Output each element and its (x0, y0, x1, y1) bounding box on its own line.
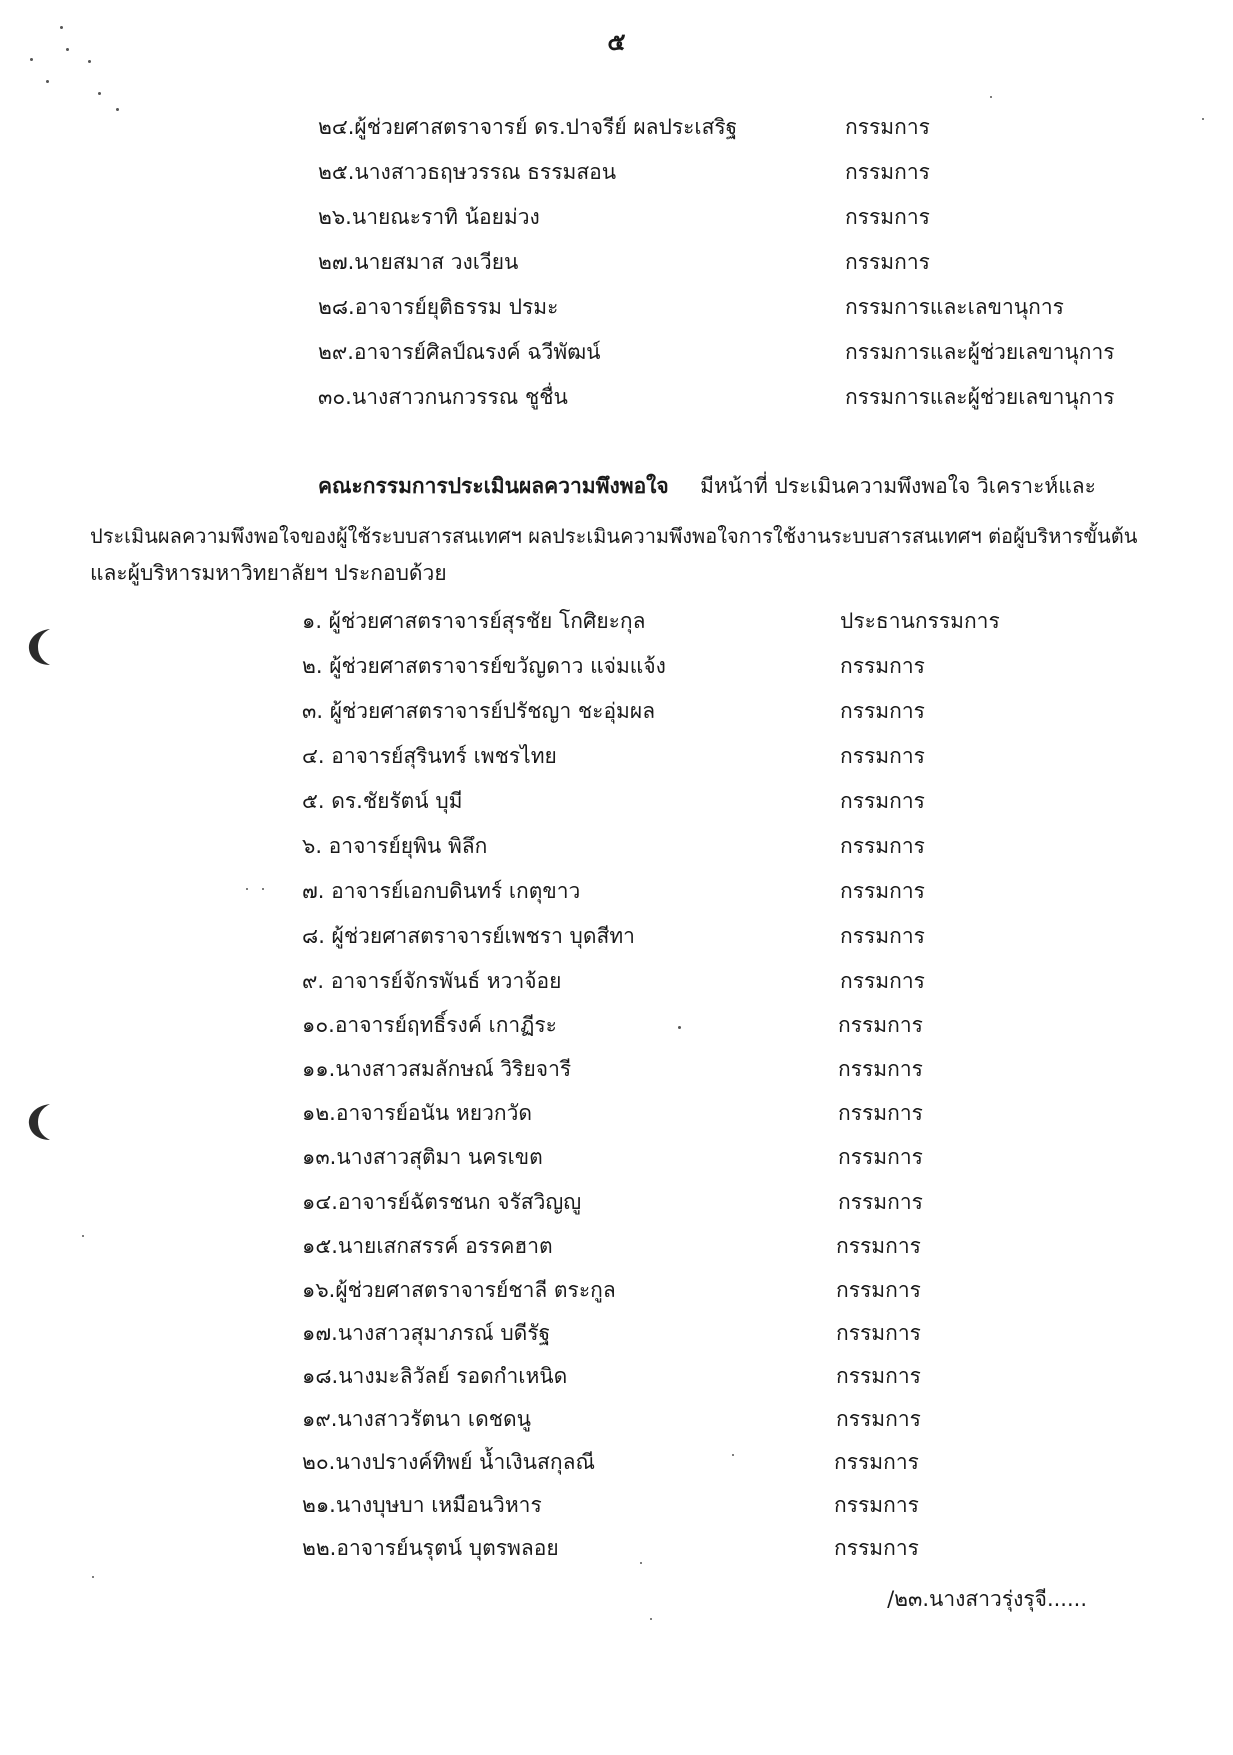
member-role: กรรมการ (836, 1234, 921, 1258)
list-item (0, 336, 1233, 376)
member-role: กรรมการ (838, 1101, 923, 1125)
member-role: กรรมการ (840, 789, 925, 813)
page-number: ๕ (607, 28, 626, 56)
member-role: กรรมการ (838, 1057, 923, 1081)
member-role: กรรมการ (840, 924, 925, 948)
list-item (0, 1489, 1233, 1529)
list-item (0, 875, 1233, 915)
list-item (0, 1186, 1233, 1226)
member-role: กรรมการ (836, 1321, 921, 1345)
list-item (0, 965, 1233, 1005)
paragraph-line-3: และผู้บริหารมหาวิทยาลัยฯ ประกอบด้วย (90, 561, 447, 585)
member-role: กรรมการ (834, 1493, 919, 1517)
member-name: ๒๗.นายสมาส วงเวียน (318, 250, 519, 274)
member-name: ๑๘.นางมะลิวัลย์ รอดกำเหนิด (302, 1364, 568, 1388)
list-item (0, 1230, 1233, 1270)
member-name: ๖. อาจารย์ยุพิน พิลึก (302, 834, 488, 858)
member-role: กรรมการ (840, 969, 925, 993)
list-item (0, 156, 1233, 196)
member-name: ๑๒.อาจารย์อนัน หยวกวัด (302, 1101, 533, 1125)
paragraph-line-1 (318, 470, 1096, 503)
member-name: ๑๑.นางสาวสมลักษณ์ วิริยจารี (302, 1057, 572, 1081)
member-role: กรรมการ (840, 654, 925, 678)
member-name: ๑. ผู้ช่วยศาสตราจารย์สุรชัย โกศิยะกุล (302, 609, 646, 633)
member-name: ๒๕.นางสาวธฤษวรรณ ธรรมสอน (318, 160, 617, 184)
member-name: ๑๐.อาจารย์ฤทธิ์รงค์ เกาฏีระ (302, 1013, 557, 1037)
member-role: กรรมการ (840, 879, 925, 903)
member-name: ๓. ผู้ช่วยศาสตราจารย์ปรัชญา ชะอุ่มผล (302, 699, 656, 723)
member-role: กรรมการ (836, 1364, 921, 1388)
list-item (0, 605, 1233, 645)
member-name: ๒. ผู้ช่วยศาสตราจารย์ขวัญดาว แจ่มแจ้ง (302, 654, 666, 678)
member-role: กรรมการ (840, 699, 925, 723)
member-name: ๑๔.อาจารย์ฉัตรชนก จรัสวิญญู (302, 1190, 582, 1214)
member-role: กรรมการ (838, 1145, 923, 1169)
list-item (0, 1532, 1233, 1572)
list-item (0, 1097, 1233, 1137)
list-item (0, 1053, 1233, 1093)
member-name: ๑๖.ผู้ช่วยศาสตราจารย์ชาลี ตระกูล (302, 1278, 616, 1302)
member-name: ๑๓.นางสาวสุติมา นครเขต (302, 1145, 543, 1169)
member-role: กรรมการและผู้ช่วยเลขานุการ (845, 385, 1115, 409)
member-role: กรรมการและเลขานุการ (845, 295, 1064, 319)
member-name: ๔. อาจารย์สุรินทร์ เพชรไทย (302, 744, 557, 768)
member-role: กรรมการ (840, 744, 925, 768)
list-item (0, 1403, 1233, 1443)
paragraph-line-2: ประเมินผลความพึงพอใจของผู้ใช้ระบบสารสนเทศฯ ผลประเมินความพึงพอใจการใช้งานระบบสารสนเทศฯ ต่อผู้บริหารขั้นต้น (90, 524, 1138, 548)
section-heading: คณะกรรมการประเมินผลความพึงพอใจ (318, 474, 669, 498)
member-role: กรรมการ (834, 1450, 919, 1474)
list-item (0, 695, 1233, 735)
list-item (0, 201, 1233, 241)
list-item (0, 740, 1233, 780)
list-item (0, 111, 1233, 151)
member-role: กรรมการ (845, 205, 930, 229)
punch-hole-icon (26, 625, 54, 669)
member-name: ๒๑.นางบุษบา เหมือนวิหาร (302, 1493, 542, 1517)
member-role: กรรมการ (836, 1278, 921, 1302)
list-item (0, 1317, 1233, 1357)
continuation-marker: /๒๓.นางสาวรุ่งรุจี...... (887, 1587, 1087, 1611)
member-name: ๙. อาจารย์จักรพันธ์ หวาจ้อย (302, 969, 562, 993)
member-role: กรรมการ (838, 1190, 923, 1214)
member-name: ๑๙.นางสาวรัตนา เดชดนู (302, 1407, 531, 1431)
member-name: ๕. ดร.ชัยรัตน์ บุมี (302, 789, 463, 813)
member-name: ๓๐.นางสาวกนกวรรณ ชูชื่น (318, 385, 568, 409)
member-name: ๑๗.นางสาวสุมาภรณ์ บดีรัฐ (302, 1321, 551, 1345)
member-name: ๒๘.อาจารย์ยุติธรรม ปรมะ (318, 295, 559, 319)
member-role: กรรมการ (845, 250, 930, 274)
member-name: ๗. อาจารย์เอกบดินทร์ เกตุขาว (302, 879, 581, 903)
list-item (0, 920, 1233, 960)
member-name: ๑๕.นายเสกสรรค์ อรรคฮาต (302, 1234, 553, 1258)
list-item (0, 785, 1233, 825)
member-role: ประธานกรรมการ (840, 609, 1000, 633)
member-role: กรรมการ (845, 115, 930, 139)
list-item (0, 1274, 1233, 1314)
member-role: กรรมการ (845, 160, 930, 184)
list-item (0, 830, 1233, 870)
list-item (0, 291, 1233, 331)
member-role: กรรมการ (834, 1536, 919, 1560)
list-item (0, 1141, 1233, 1181)
section-duty: มีหน้าที่ ประเมินความพึงพอใจ วิเคราะห์และ (700, 474, 1096, 498)
member-name: ๒๒.อาจารย์นรุตน์ บุตรพลอย (302, 1536, 559, 1560)
member-role: กรรมการ (838, 1013, 923, 1037)
member-role: กรรมการและผู้ช่วยเลขานุการ (845, 340, 1115, 364)
member-name: ๒๙.อาจารย์ศิลป์ณรงค์ ฉวีพัฒน์ (318, 340, 601, 364)
punch-hole-icon (26, 1100, 54, 1144)
list-item (0, 1446, 1233, 1486)
list-item (0, 1360, 1233, 1400)
member-name: ๒๐.นางปรางค์ทิพย์ น้ำเงินสกุลณี (302, 1450, 595, 1474)
member-name: ๒๖.นายณะราทิ น้อยม่วง (318, 205, 540, 229)
list-item (0, 381, 1233, 421)
member-role: กรรมการ (840, 834, 925, 858)
member-name: ๘. ผู้ช่วยศาสตราจารย์เพชรา บุดสีทา (302, 924, 635, 948)
list-item (0, 246, 1233, 286)
member-role: กรรมการ (836, 1407, 921, 1431)
list-item (0, 650, 1233, 690)
list-item (0, 1009, 1233, 1049)
member-name: ๒๔.ผู้ช่วยศาสตราจารย์ ดร.ปาจรีย์ ผลประเสริฐ (318, 115, 738, 139)
